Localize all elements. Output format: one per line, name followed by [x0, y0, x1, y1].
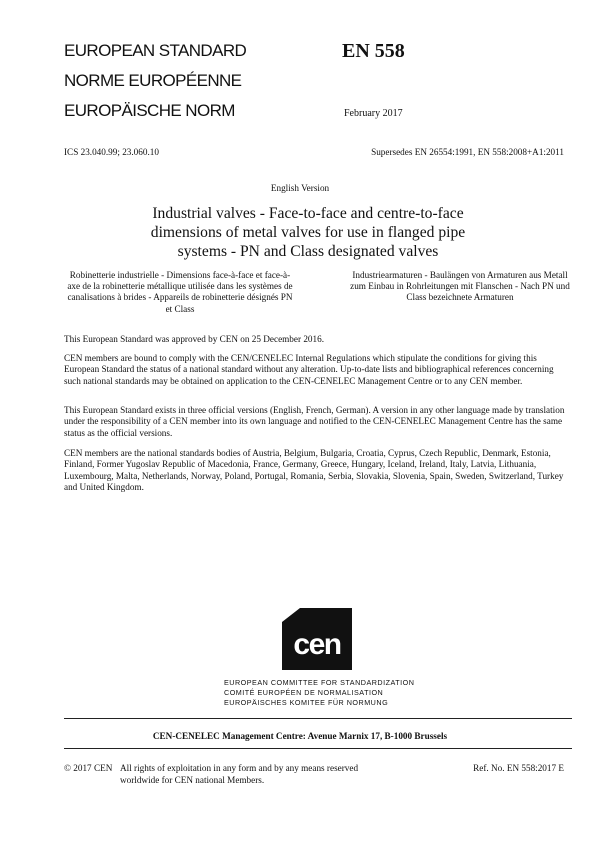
versions-paragraph: This European Standard exists in three official versions (English, French, German). A version in any other language made by translation under the responsibility of a CEN member into its own language and notified to the CEN-CENELEC Management Centre has the same status as the official versions.	[64, 405, 565, 438]
cen-logo	[282, 608, 352, 670]
separator-top	[64, 718, 572, 719]
cen-logo-mark	[282, 608, 352, 670]
management-centre: CEN-CENELEC Management Centre: Avenue Marnix 17, B-1000 Brussels	[152, 731, 448, 741]
title-german: Industriearmaturen - Baulängen von Armaturen aus Metall zum Einbau in Rohrleitungen mit Flanschen - Nach PN und Class bezeichnete Armaturen	[350, 270, 570, 303]
standard-title-en: EUROPEAN STANDARD	[64, 41, 247, 60]
supersedes-note: Supersedes EN 26554:1991, EN 558:2008+A1:2011	[371, 147, 564, 157]
document-title: Industrial valves - Face-to-face and centre-to-face dimensions of metal valves for use in flanged pipe systems - PN and Class designated valves	[150, 205, 466, 260]
standard-title-fr: NORME EUROPÉENNE	[64, 71, 242, 90]
cen-name-en: EUROPEAN COMMITTEE FOR STANDARDIZATION	[224, 678, 415, 687]
title-french: Robinetterie industrielle - Dimensions face-à-face et face-à-axe de la robinetterie métallique utilisée dans les systèmes de canalisations à brides - Appareils de robinetterie désignés PN et Class	[67, 270, 293, 314]
version-label: English Version	[270, 183, 330, 193]
compliance-paragraph: CEN members are bound to comply with the CEN/CENELEC Internal Regulations which stipulate the conditions for giving this European Standard the status of a national standard without any alteration. Up-to-date lists and bibliographical references concerning such national standards may be obtained on application to the CEN-CENELEC Management Centre or to any CEN member.	[64, 353, 554, 386]
members-paragraph: CEN members are the national standards bodies of Austria, Belgium, Bulgaria, Croatia, Cyprus, Czech Republic, Denmark, Estonia, Finland, Former Yugoslav Republic of Macedonia, France, Germany, Greece, Hungary, Iceland, Ireland, Italy, Latvia, Lithuania, Luxembourg, Malta, Netherlands, Norway, Poland, Portugal, Romania, Serbia, Slovakia, Slovenia, Spain, Sweden, Switzerland, Turkey and United Kingdom.	[64, 448, 564, 493]
cen-name-fr: COMITÉ EUROPÉEN DE NORMALISATION	[224, 688, 384, 697]
separator-bottom	[64, 748, 572, 749]
copyright: © 2017 CEN	[64, 763, 113, 773]
standard-title-de: EUROPÄISCHE NORM	[64, 101, 235, 120]
approval-paragraph: This European Standard was approved by CEN on 25 December 2016.	[64, 334, 324, 344]
ics-codes: ICS 23.040.99; 23.060.10	[64, 147, 159, 157]
reference-number: Ref. No. EN 558:2017 E	[473, 763, 564, 773]
publication-date: February 2017	[344, 108, 403, 119]
standard-number: EN 558	[342, 40, 405, 62]
rights-statement: All rights of exploitation in any form and by any means reserved worldwide for CEN national Members.	[120, 763, 359, 785]
cen-logo-text: cen	[293, 628, 341, 661]
cen-name-de: EUROPÄISCHES KOMITEE FÜR NORMUNG	[224, 698, 389, 707]
